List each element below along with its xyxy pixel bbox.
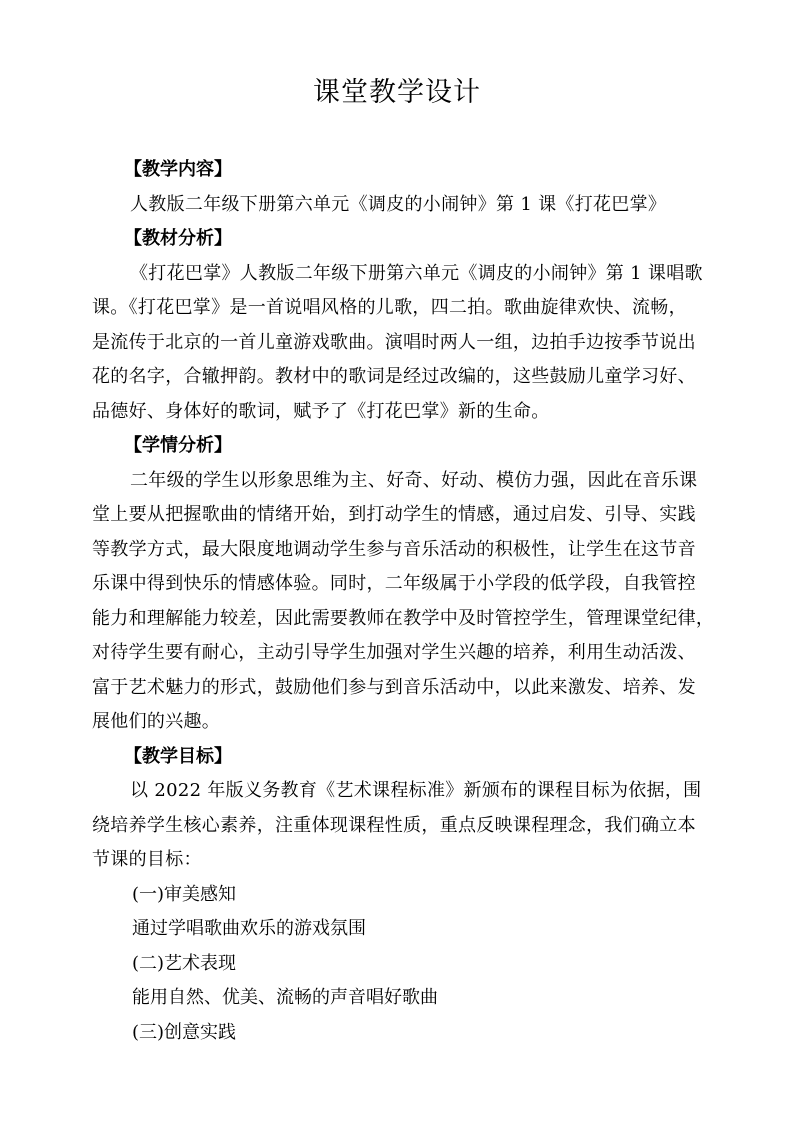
goal-text: 能用自然、优美、流畅的声音唱好歌曲	[132, 987, 438, 1008]
paragraph-line: 课。《打花巴掌》是一首说唱风格的儿歌，四二拍。歌曲旋律欢快、流畅，	[92, 297, 687, 318]
paragraph-line: 二年级的学生以形象思维为主、好奇、好动、模仿力强，因此在音乐课	[130, 469, 698, 491]
section-heading-material: 【教材分析】	[124, 228, 232, 249]
document-body	[92, 153, 716, 1050]
paragraph-line: 展他们的兴趣。	[92, 711, 221, 732]
section-heading-goals: 【教学目标】	[124, 745, 232, 767]
goal-text: 通过学唱歌曲欢乐的游戏氛围	[132, 918, 366, 939]
paragraph-line: 对待学生要有耐心，主动引导学生加强对学生兴趣的培养，利用生动活泼、	[92, 642, 696, 663]
paragraph-line: 富于艺术魅力的形式，鼓励他们参与到音乐活动中，以此来激发、培养、发	[92, 676, 696, 698]
paragraph-line: 等教学方式，最大限度地调动学生参与音乐活动的积极性，让学生在这节音	[92, 538, 696, 560]
goal-label: (二)艺术表现	[132, 952, 237, 974]
paragraph-line: 人教版二年级下册第六单元《调皮的小闹钟》第 1 课《打花巴掌》	[130, 193, 667, 215]
paragraph-line: 《打花巴掌》人教版二年级下册第六单元《调皮的小闹钟》第 1 课唱歌	[130, 262, 703, 284]
paragraph-line: 堂上要从把握歌曲的情绪开始，到打动学生的情感，通过启发、引导、实践	[92, 504, 696, 525]
paragraph-line: 乐课中得到快乐的情感体验。同时，二年级属于小学段的低学段，自我管控	[92, 573, 696, 594]
page-title: 课堂教学设计	[313, 77, 481, 108]
section-heading-students: 【学情分析】	[124, 435, 232, 456]
paragraph-line: 绕培养学生核心素养，注重体现课程性质，重点反映课程理念，我们确立本	[92, 814, 696, 836]
goal-label: (一)审美感知	[132, 883, 237, 905]
section-heading-content: 【教学内容】	[124, 159, 232, 180]
paragraph-line: 能力和理解能力较差，因此需要教师在教学中及时管控学生，管理课堂纪律，	[92, 607, 715, 629]
paragraph-line: 是流传于北京的一首儿童游戏歌曲。演唱时两人一组，边拍手边按季节说出	[92, 331, 696, 353]
paragraph-line: 花的名字，合辙押韵。教材中的歌词是经过改编的，这些鼓励儿童学习好、	[92, 366, 696, 387]
paragraph-line: 节课的目标：	[92, 849, 202, 870]
paragraph-line: 品德好、身体好的歌词，赋予了《打花巴掌》新的生命。	[92, 400, 550, 422]
goal-label: (三)创意实践	[132, 1021, 237, 1043]
paragraph-line: 以 2022 年版义务教育《艺术课程标准》新颁布的课程目标为依据，围	[130, 780, 702, 801]
